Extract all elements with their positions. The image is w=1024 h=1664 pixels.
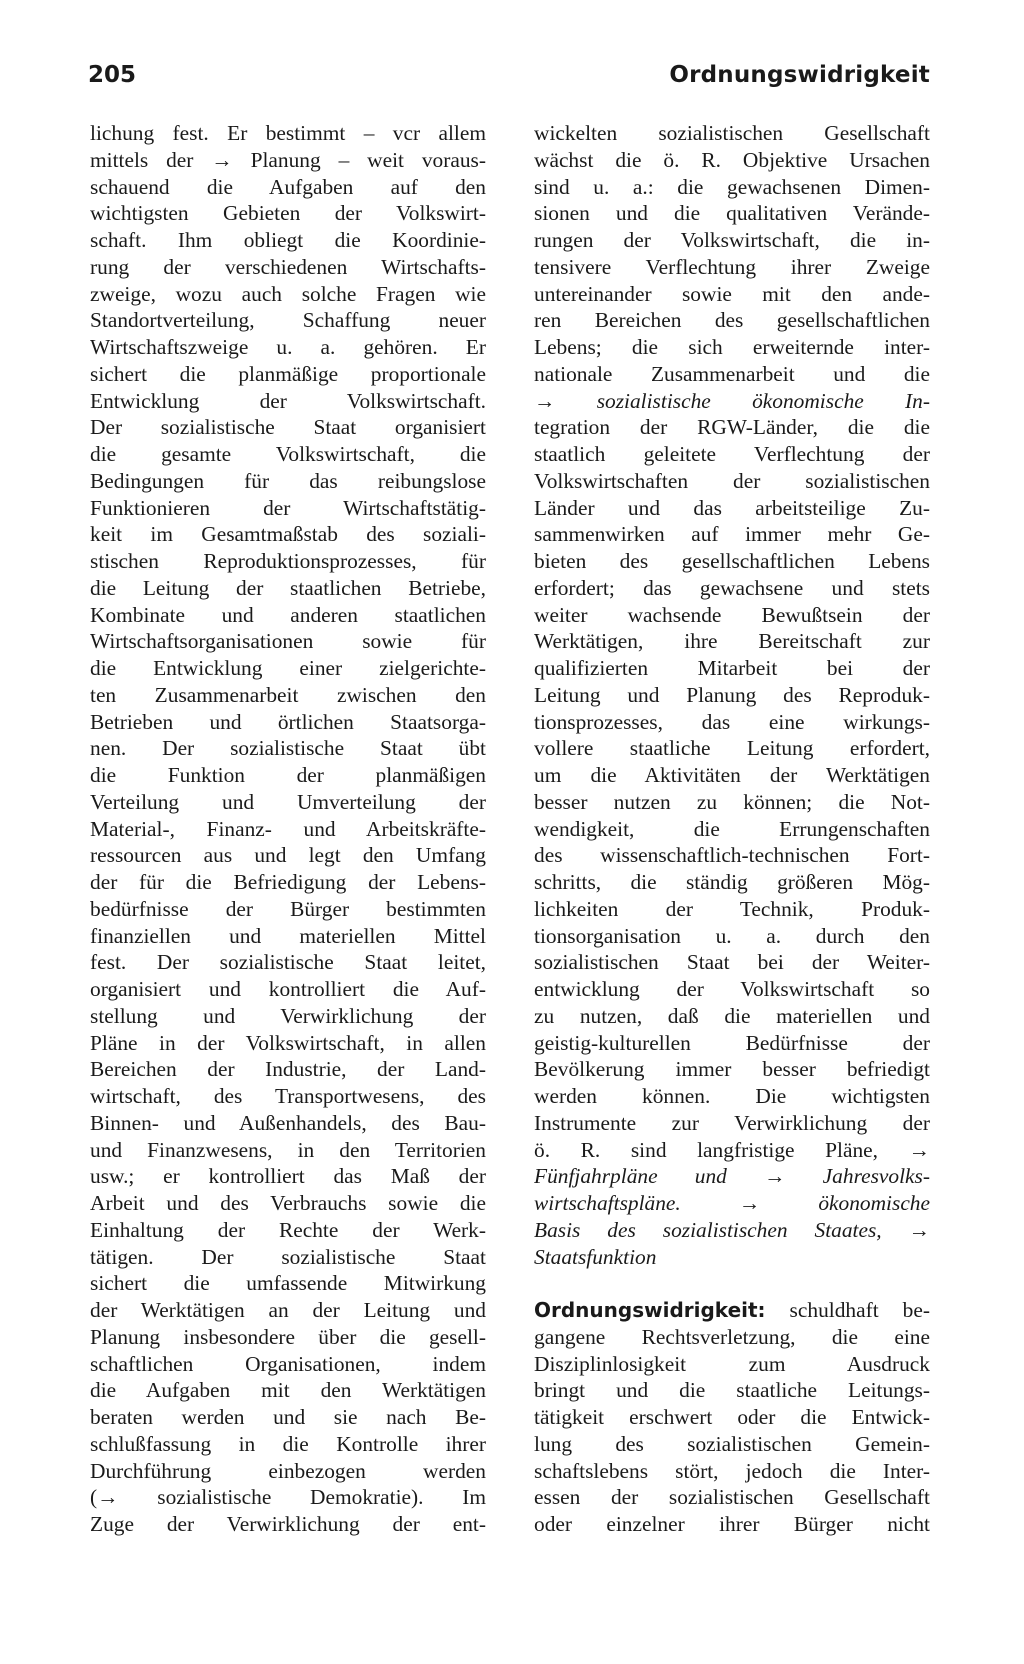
text-line: Arbeit und des Verbrauchs sowie die (90, 1191, 486, 1215)
text-line: Staatsfunktion (534, 1244, 657, 1269)
text-line: zweige, wozu auch solche Fragen wie (90, 281, 486, 306)
text-line: Binnen- und Außenhandels, des Bau- (90, 1110, 486, 1135)
text-line: bieten des gesellschaftlichen Lebens (534, 549, 930, 573)
text-line: die Aufgaben mit den Werktätigen (90, 1378, 486, 1403)
text-line: stellung und Verwirklichung der (90, 1003, 486, 1028)
text-line: nationale Zusammenarbeit und die (534, 361, 930, 386)
text-line: Der sozialistische Staat organisiert (90, 415, 486, 440)
text-line: der Werktätigen an der Leitung und (90, 1298, 486, 1322)
text-line: → sozialistische ökonomische In- (534, 388, 930, 413)
text-line: rung der verschiedenen Wirtschafts- (90, 254, 486, 279)
text-line: keit im Gesamtmaßstab des soziali- (90, 522, 486, 547)
text-line: Volkswirtschaften der sozialistischen (534, 468, 930, 493)
text-line: Material-, Finanz- und Arbeitskräfte- (90, 816, 486, 841)
text-line: sozialistischen Staat bei der Weiter- (534, 950, 930, 975)
text-line: Basis des sozialistischen Staates, → (534, 1217, 930, 1242)
text-line: Entwicklung der Volkswirtschaft. (90, 388, 486, 413)
text-line: tätigen. Der sozialistische Staat (90, 1244, 486, 1269)
page-number: 205 (88, 62, 137, 88)
text-line: der für die Befriedigung der Lebens- (90, 870, 486, 894)
text-line: essen der sozialistischen Gesellschaft (534, 1485, 930, 1510)
text-line: schlußfassung in die Kontrolle ihrer (90, 1431, 486, 1456)
text-line: entwicklung der Volkswirtschaft so (534, 977, 930, 1001)
text-line: qualifizierten Mitarbeit bei der (534, 656, 930, 680)
text-line: lichkeiten der Technik, Produk- (534, 896, 930, 921)
text-line: vollere staatliche Leitung erfordert, (534, 736, 930, 761)
text-line: sichert die umfassende Mitwirkung (90, 1271, 486, 1296)
text-line: schauend die Aufgaben auf den (90, 174, 486, 199)
text-line: die gesamte Volkswirtschaft, die (90, 442, 486, 466)
text-line: tensivere Verflechtung ihrer Zweige (534, 254, 930, 279)
entry-first-line (534, 1297, 930, 1324)
text-line: schritts, die ständig größeren Mög- (534, 870, 930, 894)
text-line-segment: mittels der → Planung – weit voraus- (90, 147, 486, 172)
text-line: erfordert; das gewachsene und stets (534, 575, 930, 600)
text-line: Fünfjahrpläne und → Jahresvolks- (534, 1164, 930, 1189)
text-line: Planung insbesondere über die gesell- (90, 1324, 486, 1349)
text-line: tionsprozesses, das eine wirkungs- (534, 709, 930, 734)
text-line: schaftslebens stört, jedoch die Inter- (534, 1458, 930, 1483)
text-line: zu nutzen, daß die materiellen und (534, 1003, 930, 1028)
text-line: Wirtschaftsorganisationen sowie für (90, 629, 486, 654)
text-line: Bedingungen für das reibungslose (90, 468, 486, 493)
text-line: Bevölkerung immer besser befriedigt (534, 1057, 930, 1082)
text-line: und Finanzwesens, in den Territorien (90, 1137, 486, 1162)
text-line: staatlich geleitete Verflechtung der (534, 442, 930, 466)
text-line: bedürfnisse der Bürger bestimmten (90, 896, 486, 921)
text-line: die Entwicklung einer zielgerichte- (90, 656, 486, 680)
text-line: gangene Rechtsverletzung, die eine (534, 1324, 930, 1349)
text-line: Standortverteilung, Schaffung neuer (90, 308, 486, 333)
text-line: ren Bereichen des gesellschaftlichen (534, 308, 930, 333)
text-line: sionen und die qualitativen Verände- (534, 201, 930, 226)
text-line: besser nutzen zu können; die Not- (534, 789, 930, 814)
text-line: rungen der Volkswirtschaft, die in- (534, 228, 930, 252)
text-line: untereinander sowie mit den ande- (534, 281, 930, 306)
text-line: ö. R. sind langfristige Pläne, → (534, 1137, 930, 1162)
text-line: Wirtschaftszweige u. a. gehören. Er (90, 335, 486, 359)
text-line: sichert die planmäßige proportionale (90, 361, 486, 386)
text-line: sammenwirken auf immer mehr Ge- (534, 522, 930, 547)
text-line: um die Aktivitäten der Werktätigen (534, 763, 930, 787)
text-line: Werktätigen, ihre Bereitschaft zur (534, 629, 930, 654)
entry-headword: Ordnungswidrigkeit: (534, 1298, 766, 1322)
running-head: Ordnungswidrigkeit (669, 62, 930, 88)
text-line: fest. Der sozialistische Staat leitet, (90, 950, 486, 975)
text-line: Leitung und Planung des Reproduk- (534, 682, 930, 707)
entry-first-line-text: schuldhaft be- (765, 1298, 930, 1322)
text-line: wirtschaftspläne. → ökonomische (534, 1191, 930, 1215)
text-line: oder einzelner ihrer Bürger nicht (534, 1512, 930, 1536)
text-line: lung des sozialistischen Gemein- (534, 1431, 930, 1456)
text-line: organisiert und kontrolliert die Auf- (90, 977, 486, 1001)
text-line: beraten werden und sie nach Be- (90, 1405, 486, 1429)
text-line: Länder und das arbeitsteilige Zu- (534, 495, 930, 520)
right-column (534, 120, 930, 1538)
text-line (90, 147, 486, 174)
text-line: wächst die ö. R. Objektive Ursachen (534, 147, 930, 172)
text-line: wirtschaft, des Transportwesens, des (90, 1084, 486, 1108)
text-line: nen. Der sozialistische Staat übt (90, 736, 486, 761)
text-line: wickelten sozialistischen Gesellschaft (534, 121, 930, 145)
text-line: die Funktion der planmäßigen (90, 763, 486, 787)
text-line: Durchführung einbezogen werden (90, 1458, 486, 1483)
text-line: ressourcen aus und legt den Umfang (90, 843, 486, 868)
text-line: die Leitung der staatlichen Betriebe, (90, 575, 486, 600)
text-line: usw.; er kontrolliert das Maß der (90, 1164, 486, 1189)
text-line: tegration der RGW-Länder, die die (534, 415, 930, 440)
text-line: stischen Reproduktionsprozesses, für (90, 549, 486, 573)
text-line: lichung fest. Er bestimmt – vcr allem (90, 121, 486, 145)
entry-gap (534, 1270, 930, 1297)
text-line: Pläne in der Volkswirtschaft, in allen (90, 1030, 486, 1055)
text-line: finanziellen und materiellen Mittel (90, 923, 486, 948)
text-line: tätigkeit erschwert oder die Entwick- (534, 1405, 930, 1429)
text-line: sind u. a.: die gewachsenen Dimen- (534, 174, 930, 199)
text-line: Instrumente zur Verwirklichung der (534, 1110, 930, 1135)
text-line: Bereichen der Industrie, der Land- (90, 1057, 486, 1082)
text-line: Betrieben und örtlichen Staatsorga- (90, 709, 486, 734)
text-line: Kombinate und anderen staatlichen (90, 602, 486, 627)
text-line: weiter wachsende Bewußtsein der (534, 602, 930, 627)
text-line: tionsorganisation u. a. durch den (534, 923, 930, 948)
text-line: schaftlichen Organisationen, indem (90, 1351, 486, 1376)
text-line: Verteilung und Umverteilung der (90, 789, 486, 814)
left-column (90, 120, 486, 1538)
text-line: Funktionieren der Wirtschaftstätig- (90, 495, 486, 520)
text-line: wichtigsten Gebieten der Volkswirt- (90, 201, 486, 226)
text-line: Zuge der Verwirklichung der ent- (90, 1512, 486, 1536)
text-line: bringt und die staatliche Leitungs- (534, 1378, 930, 1403)
text-line: werden können. Die wichtigsten (534, 1084, 930, 1108)
text-line: (→ sozialistische Demokratie). Im (90, 1485, 486, 1510)
text-line: ten Zusammenarbeit zwischen den (90, 682, 486, 707)
text-line: geistig-kulturellen Bedürfnisse der (534, 1030, 930, 1055)
text-line: Einhaltung der Rechte der Werk- (90, 1217, 486, 1242)
text-line: des wissenschaftlich-technischen Fort- (534, 843, 930, 868)
text-line: Lebens; die sich erweiternde inter- (534, 335, 930, 359)
text-line: schaft. Ihm obliegt die Koordinie- (90, 228, 486, 252)
text-line: wendigkeit, die Errungenschaften (534, 816, 930, 841)
text-line: Disziplinlosigkeit zum Ausdruck (534, 1351, 930, 1376)
